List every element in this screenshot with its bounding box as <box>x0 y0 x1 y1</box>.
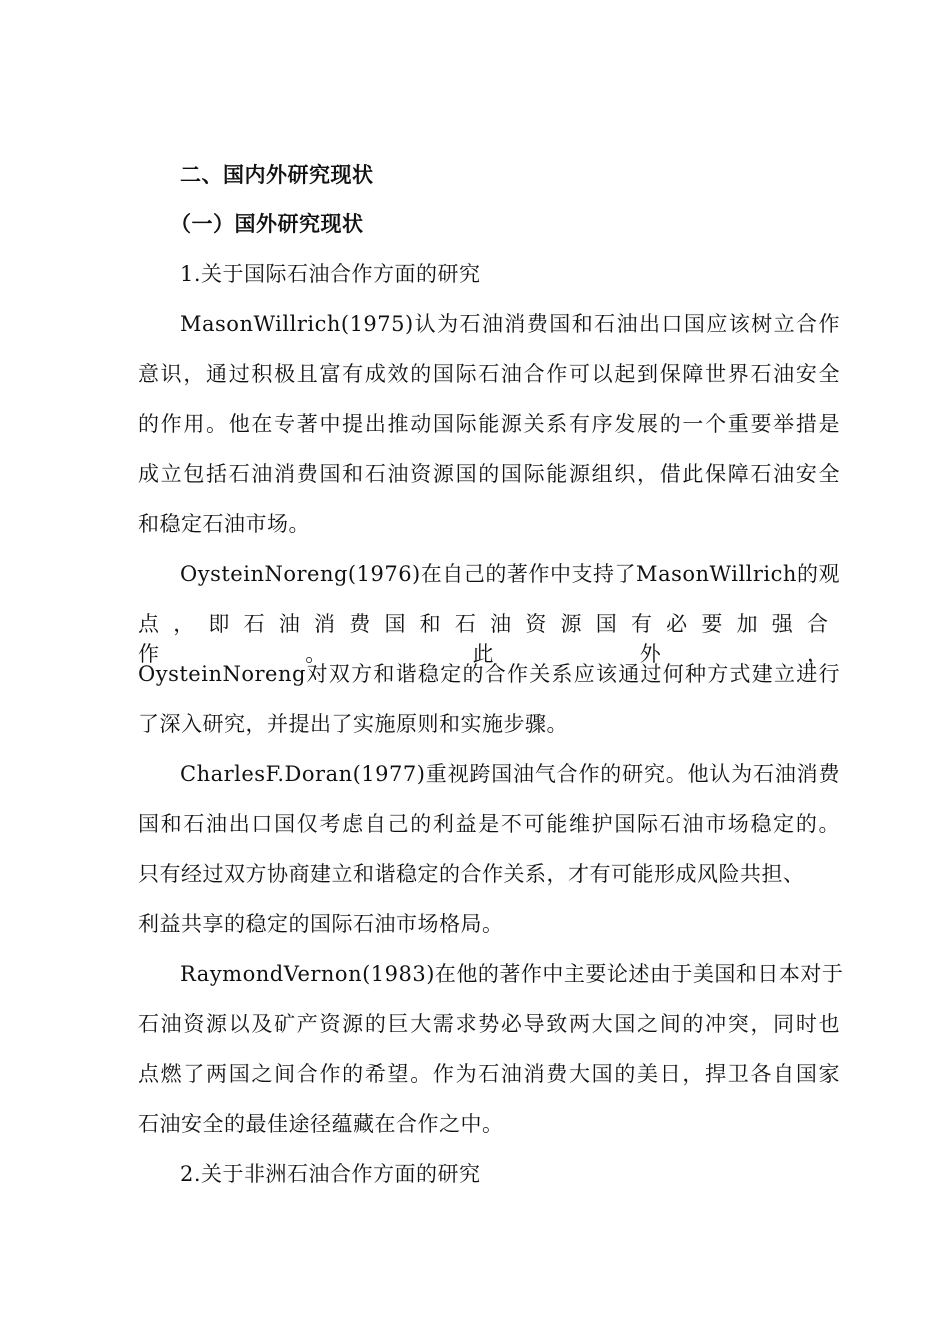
topic-heading-1: 1.关于国际石油合作方面的研究 <box>180 262 481 286</box>
paragraph-line: RaymondVernon(1983)在他的著作中主要论述由于美国和日本对于 <box>180 962 844 986</box>
paragraph-line: 了深入研究，并提出了实施原则和实施步骤。 <box>138 712 568 736</box>
paragraph-line: 点燃了两国之间合作的希望。作为石油消费大国的美日，捍卫各自国家 <box>138 1062 840 1086</box>
section-heading: 二、国内外研究现状 <box>180 162 374 187</box>
paragraph-line: 意识，通过积极且富有成效的国际石油合作可以起到保障世界石油安全 <box>138 362 840 386</box>
paragraph-line: OysteinNoreng对双方和谐稳定的合作关系应该通过何种方式建立进行 <box>138 662 840 686</box>
paragraph-line: OysteinNoreng(1976)在自己的著作中支持了MasonWillrich的观 <box>180 562 840 586</box>
paragraph-line: 的作用。他在专著中提出推动国际能源关系有序发展的一个重要举措是 <box>138 412 840 436</box>
paragraph-line: 只有经过双方协商建立和谐稳定的合作关系，才有可能形成风险共担、 <box>138 862 805 886</box>
paragraph-line: 石油安全的最佳途径蕴藏在合作之中。 <box>138 1112 504 1136</box>
topic-heading-2: 2.关于非洲石油合作方面的研究 <box>180 1162 481 1186</box>
paragraph-line: 和稳定石油市场。 <box>138 512 310 536</box>
paragraph-line: 利益共享的稳定的国际石油市场格局。 <box>138 912 504 936</box>
paragraph-line: 国和石油出口国仅考虑自己的利益是不可能维护国际石油市场稳定的。 <box>138 812 840 836</box>
paragraph-line: CharlesF.Doran(1977)重视跨国油气合作的研究。他认为石油消费 <box>180 762 840 786</box>
paragraph-line: MasonWillrich(1975)认为石油消费国和石油出口国应该树立合作 <box>180 312 840 336</box>
paragraph-line: 成立包括石油消费国和石油资源国的国际能源组织，借此保障石油安全 <box>138 462 840 486</box>
subsection-heading: （一）国外研究现状 <box>170 211 364 236</box>
paragraph-line: 点，即石油消费国和石油资源国有必要加强合作。此外， <box>138 612 840 666</box>
paragraph-line: 石油资源以及矿产资源的巨大需求势必导致两大国之间的冲突，同时也 <box>138 1012 840 1036</box>
